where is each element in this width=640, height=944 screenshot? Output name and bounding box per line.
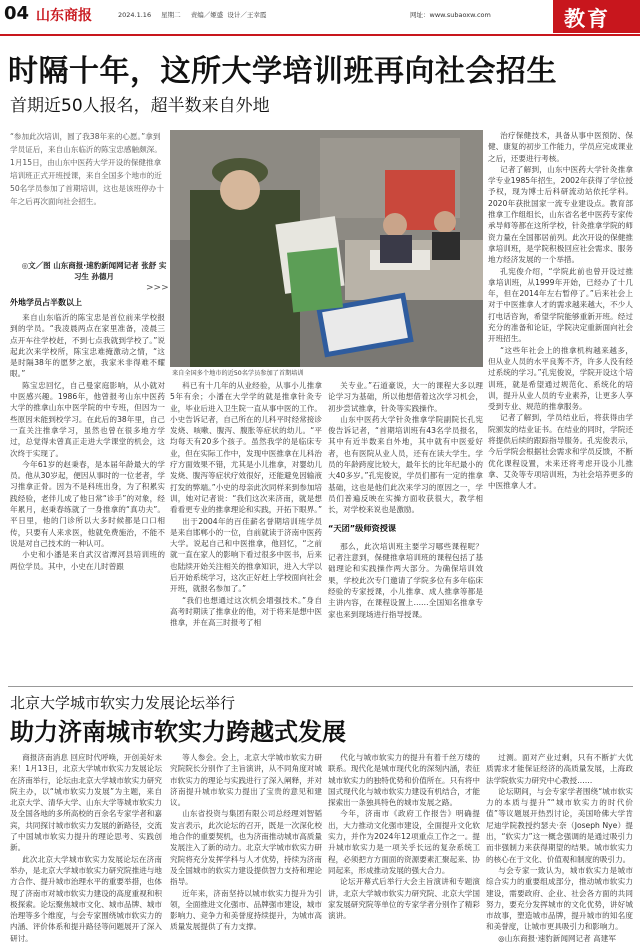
article-1-lede: “参加此次培训，圆了我38年来的心愿。”拿到学员证后，来自山东临沂的陈宝忠感触颇深。1月15日，由山东中医药大学开设的保健推拿培训班正式开班授课，来自全国多个地市的近50名学员参加了首期培训，这也是该班停办十年之后再次面向社会招生。 [10, 132, 164, 206]
section-heading-expert-teachers: “天团”级师资授课 [328, 522, 397, 533]
paragraph: 与会专家一致认为，城市软实力是城市综合实力的重要组成部分，推动城市软实力建设，需要政府、企业、社会各方面的共同努力，要充分发挥城市的文化优势，讲好城市故事，塑造城市品牌，提升城市的知名度和美誉度，让城市更具吸引力和影响力。 [486, 865, 633, 932]
article-2-title: 助力济南城市软实力跨越式发展 [10, 718, 346, 746]
paragraph: 此次北京大学城市软实力发展论坛在济南举办，是北京大学城市软实力研究院推进与地方合作、提升城市治理水平的重要举措，也体现了济南市对城市软实力建设的高度重视和积极探索。论坛聚焦城市文化、城市品牌、城市治理等多个维度，与会专家围绕城市软实力的内涵、评价体系和提升路径等问题展开了深入研讨。 [10, 854, 162, 943]
article-1-title: 时隔十年，这所大学培训班再向社会招生 [8, 54, 557, 89]
page-number: 04 [4, 3, 30, 24]
article-1-subtitle: 首期近50人报名，超半数来自外地 [10, 96, 270, 116]
issue-date: 2024.1.16 [118, 11, 152, 19]
paragraph: 那么，此次培训班主要学习哪些课程呢？记者注意到，保健推拿培训班的课程包括了基础理论和实践操作两大部分。为确保培训效果，学校此次专门邀请了学院多位有多年临床经验的专家授课，小儿推拿、成人推拿等都是主讲内容，在课程设置上……全国知名推拿专家也来到现场进行指导授课。 [328, 541, 483, 619]
paragraph: 商报济南消息 回应时代呼唤，开创美好未来！1月13日，北京大学城市软实力发展论坛在济南举行，论坛由北京大学城市软实力研究院主办，以“城市软实力发展”为主题，来自北京大学、清华大学、山东大学等城市软实力及全国各地的多所高校的百余名专家学者和嘉宾，共同探讨城市软实力发展的新路径，交流了中国城市软实力提升的理论思考、实践创新。 [10, 753, 162, 853]
paragraph: 治疗保健技术，具备从事中医预防、保健、康复的初步工作能力，学员应完成课业之后，还要进行考核。 [488, 131, 633, 163]
paragraph: 过测。面对产业过剩，只有不断扩大优质需求才能保证经济的高质量发展，上海政法学院软实力研究中心教授…… [486, 753, 633, 785]
issue-design: 设计／王幸霞 [227, 11, 267, 19]
training-class-photo [170, 130, 483, 367]
paragraph: 近年来，济南坚持以城市软实力提升为引领，全面推进文化强市、品牌强市建设，城市影响力、竞争力和美誉度持续提升，为城市高质量发展提供了有力支撑。 [170, 888, 322, 932]
photo-illustration [170, 130, 483, 367]
article-1-column-4 [488, 130, 633, 682]
article-2-supertitle: 北京大学城市软实力发展论坛举行 [10, 694, 236, 712]
paragraph: 代化与城市软实力的提升有着千丝万缕的联系。现代化是城市现代化的深刻内涵，表征城市软实力的独特优势和价值所在。只有将中国式现代化与城市软实力建设有机结合，才能探索出一条独具特色的城市发展之路。 [328, 753, 480, 808]
article-1-column-3 [328, 380, 483, 682]
paragraph: 论坛开幕式后举行大会主旨演讲和专题演讲，北京大学城市软实力研究院、北京大学国家发展研究院等单位的专家学者分别作了精彩演讲。 [328, 877, 480, 921]
issue-weekday: 星期二 [161, 11, 181, 19]
section-heading-foreign-students: 外地学员占半数以上 [10, 298, 82, 307]
paragraph: 论坛期间，与会专家学者围绕“城市软实力的本质与提升”“城市软实力的时代价值”等议题展开热烈讨论，美国哈佛大学肯尼迪学院教授约瑟夫·奈（Joseph Nye）提出，“软实力”这一概念强调的是通过吸引力而非强制力来获得期望的结果。城市软实力的核心在于文化、价值观和制度的吸引力。 [486, 786, 633, 864]
page-header [0, 0, 640, 34]
paragraph: 记者了解到，山东中医药大学针灸推拿学专业1985年招生，2002年获得了学位授予权，现为博士后科研流动站依托学科。2020年获批国家一流专业建设点。教育部推拿工作组组长，山东省名老中医药专家传承导师等都在这所学校，针灸推拿学院的师资力量在全国都居前列。此次开设的保健推拿培训班，是学院积极回应社会需求、服务地方经济发展的一个举措。 [488, 164, 633, 265]
article-2-column-1 [10, 752, 162, 943]
article-divider [8, 686, 633, 687]
website-info [410, 10, 491, 19]
article-1-column-1 [10, 312, 165, 682]
paragraph: 等人参会。会上，北京大学城市软实力研究院院长分别作了主旨演讲，从不同角度对城市软实力的理论与实践进行了深入阐释，并对济南提升城市软实力提出了宝贵的意见和建议。 [170, 753, 322, 808]
website-link[interactable]: www.subaoxw.com [429, 11, 491, 19]
paragraph: 今年61岁的赵秉春，是本届年龄最大的学员。他从30岁起，便因从事时的一位老者，学习推拿正骨。因为不是科班出身，为了积累实践经验，老伴儿成了他日常“诊手”的对象，经年累月，赵秉春练就了一身推拿的“真功夫”。平日里，他的门诊所以大多时候都是口口相传，只要有人来求医，他就免费施治，不能不说是对自己技术的一种认可。 [10, 459, 165, 548]
paragraph: 山东省投资与集团有限公司总经理刘智韬发言表示，此次论坛的召开，既是一次深化校地合作的重要契机，也为济南推动城市高质量发展注入了新的动力。北京大学城市软实力研究院将充分发挥学科与人才优势，持续为济南及全国城市的软实力建设提供智力支持和理论指导。 [170, 809, 322, 887]
article-2-column-2 [170, 752, 322, 938]
article-2-byline: ◎山东商报·速豹新闻网记者 高建军 [498, 933, 616, 943]
paragraph: “我们也想通过这次机会增强技术。”身自高考时期读了推拿业的他，对于将来是想中医推拿，并在高三时报考了相 [170, 595, 322, 628]
paragraph: 关专业。”石道豪说，大一的课程大多以理论学习为基础，所以他想借着这次学习机会，初步尝试推拿，针灸等实践操作。 [328, 381, 483, 413]
article-1-byline: ◎文／图 山东商报·速豹新闻网记者 张舒 实习生 孙德月 [21, 261, 167, 281]
section-name: 教育 [564, 7, 610, 31]
newspaper-name: 山东商报 [36, 8, 92, 24]
paragraph: “这些年社会上的推拿机构越来越多，但从业人员的水平良莠不齐，许多人没有经过系统的学习。”孔宪俊说，学院开设这个培训班，就是希望通过规范化、系统化的培训，提升从业人员的专业素养，让更多人享受到专业、规范的推拿服务。 [488, 345, 633, 412]
issue-info [118, 10, 266, 19]
paragraph: 陈宝忠回忆，自己曼家庭影响，从小就对中医感兴趣。1986年，他曾报考山东中医药大学的推拿山东中医学院的中专班，但因为一些原因未能到校学习。在此后的38年里，自己一直关注推拿学习，虽然也曾在很多地方学过，总觉得未曾真正走进大学课堂的机会，这次终于实现了。 [10, 380, 165, 458]
website-label: 网址： [410, 11, 430, 19]
paragraph: 记者了解到，学员结业后，将获得由学院颁发的结业证书。在结业的同时，学院还将提供后续的跟踪指导服务。孔宪俊表示，今后学院会根据社会需求和学员反馈，不断优化课程设置，未来还将考虑开设小儿推拿、艾灸等专项培训班，为社会培养更多的中医推拿人才。 [488, 413, 633, 491]
issue-editor: 责编／姬盛 [190, 11, 224, 19]
paragraph: 小史和小潘是来自武汉省潭河县培训班的两位学员。其中，小史在儿时曾跟 [10, 550, 165, 571]
paragraph: 山东中医药大学针灸推拿学院副院长孔宪俊告诉记者，“首期培训班有43名学员报名，其中有近半数来自外地，其中就有中医爱好者，也有医院从业人员，还有在读大学生。学员的年龄跨度比较大，最年长的比年纪最小的大40多岁。”孔宪俊说，学员们都有一定的推拿基础，这也是他们此次来学习的原因之一，学员们普遍反映在实操方面收获很大，教学相长，对学校来说也是激励。 [328, 414, 483, 515]
photo-caption: 来自全国多个地市的近50名学员参加了首期培训 [172, 370, 304, 377]
paragraph: 来自山东临沂的陈宝忠是首位前来学校报到的学员。“我凌晨两点在家里准备，凌晨三点开车往学校赶，不到七点我就到学校了。”说起此次来学校所，陈宝忠难掩激动之情，“这是时隔38年的愿梦之旅，我家米非得难不耀眼。” [10, 313, 165, 379]
paragraph: 科已有十几年的从业经验，从事小儿推拿5年有余；小潘在大学学的就是推拿针灸专业，毕业后进入卫生院一直从事中医的工作。小史告诉记者，自己所在的儿科平时经常接诊发烧、咳嗽、腹泻、腹胀等症状的幼儿。“平均每天有20多个孩子。虽然我学的是临床专业，但在实际工作中，发现中医推拿在儿科治疗方面效果不错，尤其是小儿推拿，对婴幼儿发烧、腹泻等症状疗效很好，还能避免因输液打发的弊端。”小史的母亲此次同样来到参加培训，她对记者说：“我们这次来济南，就是想看看更专业的推拿理论和实践，开拓下眼界。” [170, 381, 323, 515]
article-1-column-2 [170, 380, 322, 682]
article-2-column-3 [328, 752, 480, 938]
paragraph: 出于2004年的百佳薪名誉期培训班学员是来自邯郸小的一位，自前就读于济南中医药大学。说起自己和中医推拿，他回忆，“之前就一直在家人的影响下看过很多中医书，后来也陆续开始关注相关的推拿知识，进入大学以后开始系统学习，这次正好赶上学校面向社会开班，就报名参加了。” [170, 516, 322, 594]
paragraph: 今年，济南市《政府工作报告》明确提出，大力推动文化强市建设，全面提升文化软实力，并作为2024年12项重点工作之一。提升城市软实力是一项关乎长远的复杂系统工程，必须把方方面面的资源要素汇聚起来、协同起来，形成推动发展的强大合力。 [328, 809, 480, 875]
paragraph: 孔宪俊介绍，“学院此前也曾开设过推拿培训班，从1999年开始，已经办了十几年，但在2014年左右暂停了。”后来社会上对于中医推拿人才的需求越来越大，不少人打电话咨询，希望学院能够重新开班。经过充分的准备和论证，学院决定重新面向社会开班招生。 [488, 266, 633, 344]
more-arrows: >>> [146, 283, 169, 293]
header-rule [0, 34, 640, 36]
article-2-column-4 [486, 752, 633, 943]
